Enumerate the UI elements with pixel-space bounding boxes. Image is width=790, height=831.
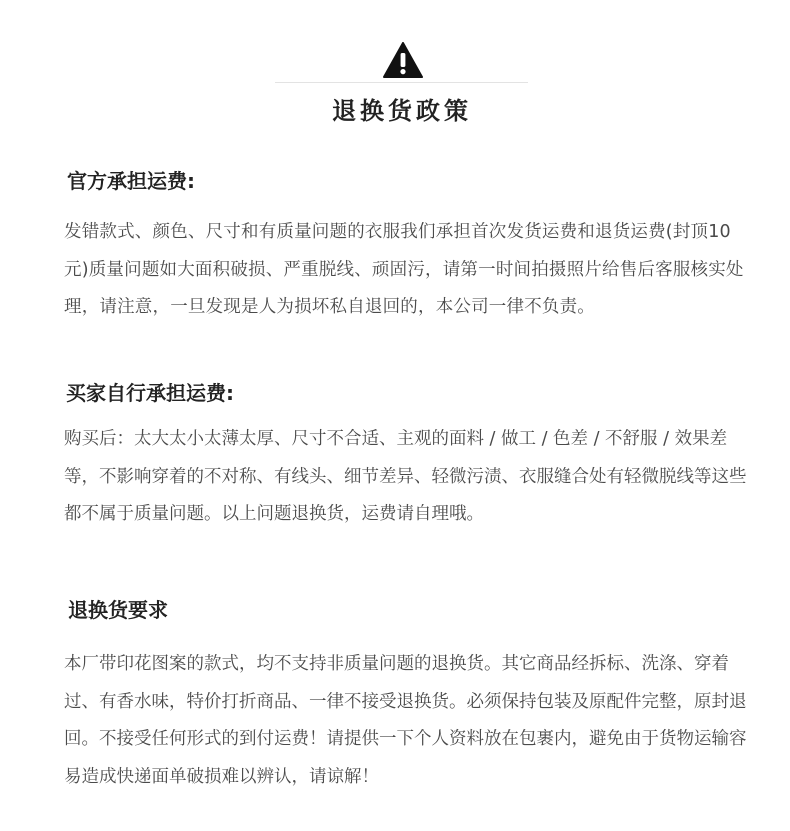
warning-icon [383,42,423,78]
section-heading: 官方承担运费: [67,169,195,193]
section-body: 本厂带印花图案的款式，均不支持非质量问题的退换货。其它商品经拆标、洗涤、穿着过、有香水味，特价打折商品、一律不接受退换货。必须保持包装及原配件完整，原封退回。不接受任何形式的到付运费！请提供一下个人资料放在包裹内，避免由于货物运输容易造成快递面单破损难以辨认，请谅解！ [64,654,747,787]
policy-header [0,0,790,140]
section-heading: 买家自行承担运费: [66,381,234,405]
section-heading: 退换货要求 [68,598,168,622]
section-body: 发错款式、颜色、尺寸和有质量问题的衣服我们承担首次发货运费和退货运费(封顶10元)质量问题如大面积破损、严重脱线、顽固污，请第一时间拍摄照片给售后客服核实处理，请注意，一旦发现是人为损坏私自退回的，本公司一律不负责。 [64,222,744,317]
section-body: 购买后：太大太小太薄太厚、尺寸不合适、主观的面料 / 做工 / 色差 / 不舒服 / 效果差等，不影响穿着的不对称、有线头、细节差异、轻微污渍、衣服缝合处有轻微脱线等这些都不属于质量问题。以上问题退换货，运费请自理哦。 [64,429,747,524]
header-divider [275,82,528,83]
page-title: 退换货政策 [332,97,472,125]
section-seller-pays-shipping [64,166,754,327]
section-buyer-pays-shipping [64,378,754,534]
section-return-requirements [64,595,754,796]
